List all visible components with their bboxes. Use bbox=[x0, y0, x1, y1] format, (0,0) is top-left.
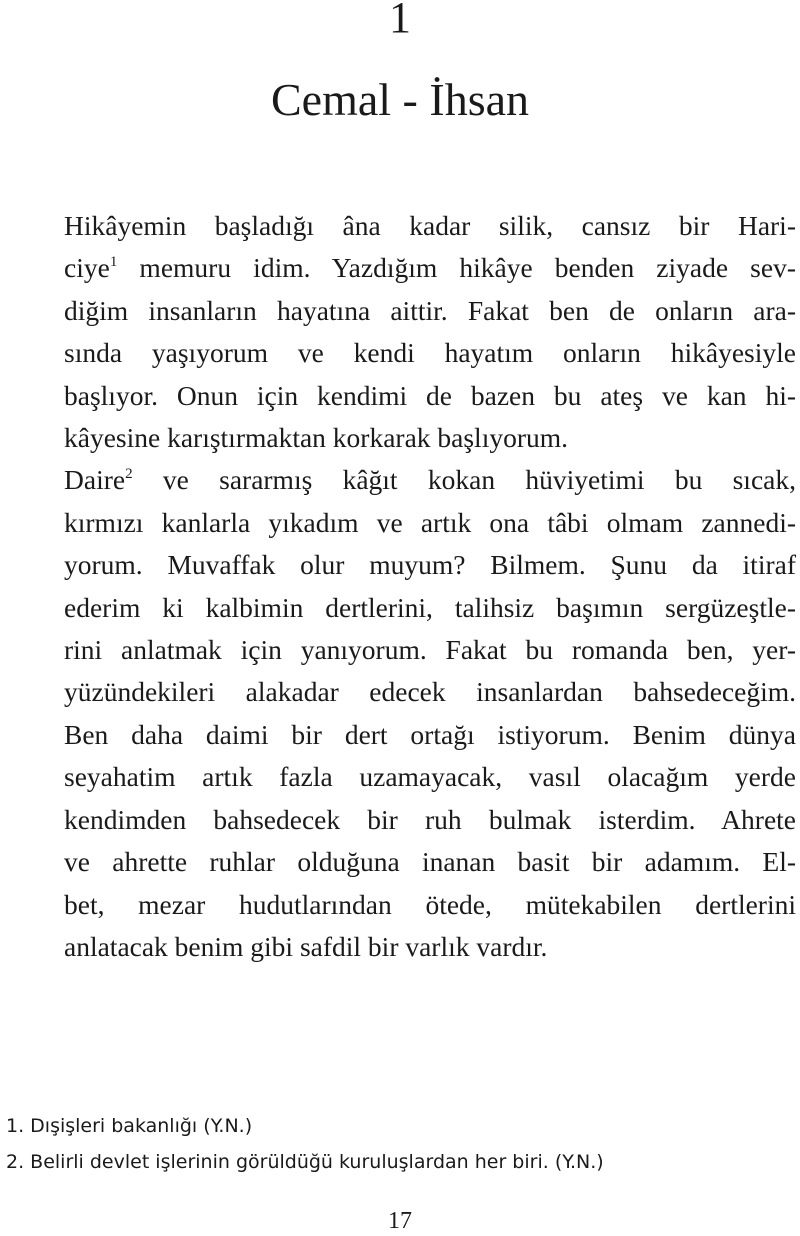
text-line: bet, mezar hudutlarından ötede, mütekabilen dertlerini bbox=[64, 888, 796, 920]
text-line: yüzündekileri alakadar edecek insanlardan bahsedeceğim. bbox=[64, 676, 796, 708]
text-line: anlatacak benim gibi safdil bir varlık vardır. bbox=[64, 930, 548, 962]
text-line: ederim ki kalbimin dertlerini, talihsiz başımın sergüzeştle- bbox=[64, 591, 796, 623]
chapter-number: 1 bbox=[389, 0, 411, 42]
text-line: kırmızı kanlarla yıkadım ve artık ona tâbi olmam zannedi- bbox=[64, 506, 796, 538]
text-line: seyahatim artık fazla uzamayacak, vasıl olacağım yerde bbox=[64, 761, 796, 793]
text-line: Ben daha daimi bir dert ortağı istiyorum. Benim dünya bbox=[64, 718, 796, 750]
text-line: ciye$^1$ memuru idim. Yazdığım hikâye benden ziyade sev- bbox=[64, 252, 796, 284]
footnote-2: 2. Belirli devlet işlerinin görüldüğü kuruluşlardan her biri. (Y.N.) bbox=[6, 1151, 604, 1173]
text-line: ve ahrette ruhlar olduğuna inanan basit bir adamım. El- bbox=[64, 846, 796, 878]
paragraph bbox=[4, 459, 796, 968]
footnotes bbox=[6, 1108, 796, 1180]
paragraph bbox=[4, 205, 796, 459]
chapter-title: Cemal - İhsan bbox=[270, 74, 530, 125]
text-line: Hikâyemin başladığı âna kadar silik, cansız bir Hari- bbox=[64, 210, 796, 241]
footnote-1: 1. Dışişleri bakanlığı (Y.N.) bbox=[6, 1115, 253, 1137]
text-line: rini anlatmak için yanıyorum. Fakat bu romanda ben, yer- bbox=[64, 634, 796, 666]
text-line: yorum. Muvaffak olur muyum? Bilmem. Şunu da itiraf bbox=[64, 549, 796, 581]
text-line: Daire$^2$ ve sararmış kâğıt kokan hüviyetimi bu sıcak, bbox=[64, 464, 796, 496]
text-line: kendimden bahsedecek bir ruh bulmak isterdim. Ahrete bbox=[64, 803, 796, 835]
footnote-ref: 2 bbox=[125, 466, 133, 483]
text-line: sında yaşıyorum ve kendi hayatım onların hikâyesiyle bbox=[64, 337, 796, 369]
text-line: kâyesine karıştırmaktan korkarak başlıyorum. bbox=[64, 422, 569, 454]
text-line: başlıyor. Onun için kendimi de bazen bu ateş ve kan hi- bbox=[64, 379, 796, 411]
page-number: 17 bbox=[388, 1208, 412, 1234]
body-text bbox=[4, 205, 796, 968]
text-line: diğim insanların hayatına aittir. Fakat ben de onların ara- bbox=[64, 294, 796, 326]
footnote-ref: 1 bbox=[109, 254, 118, 271]
